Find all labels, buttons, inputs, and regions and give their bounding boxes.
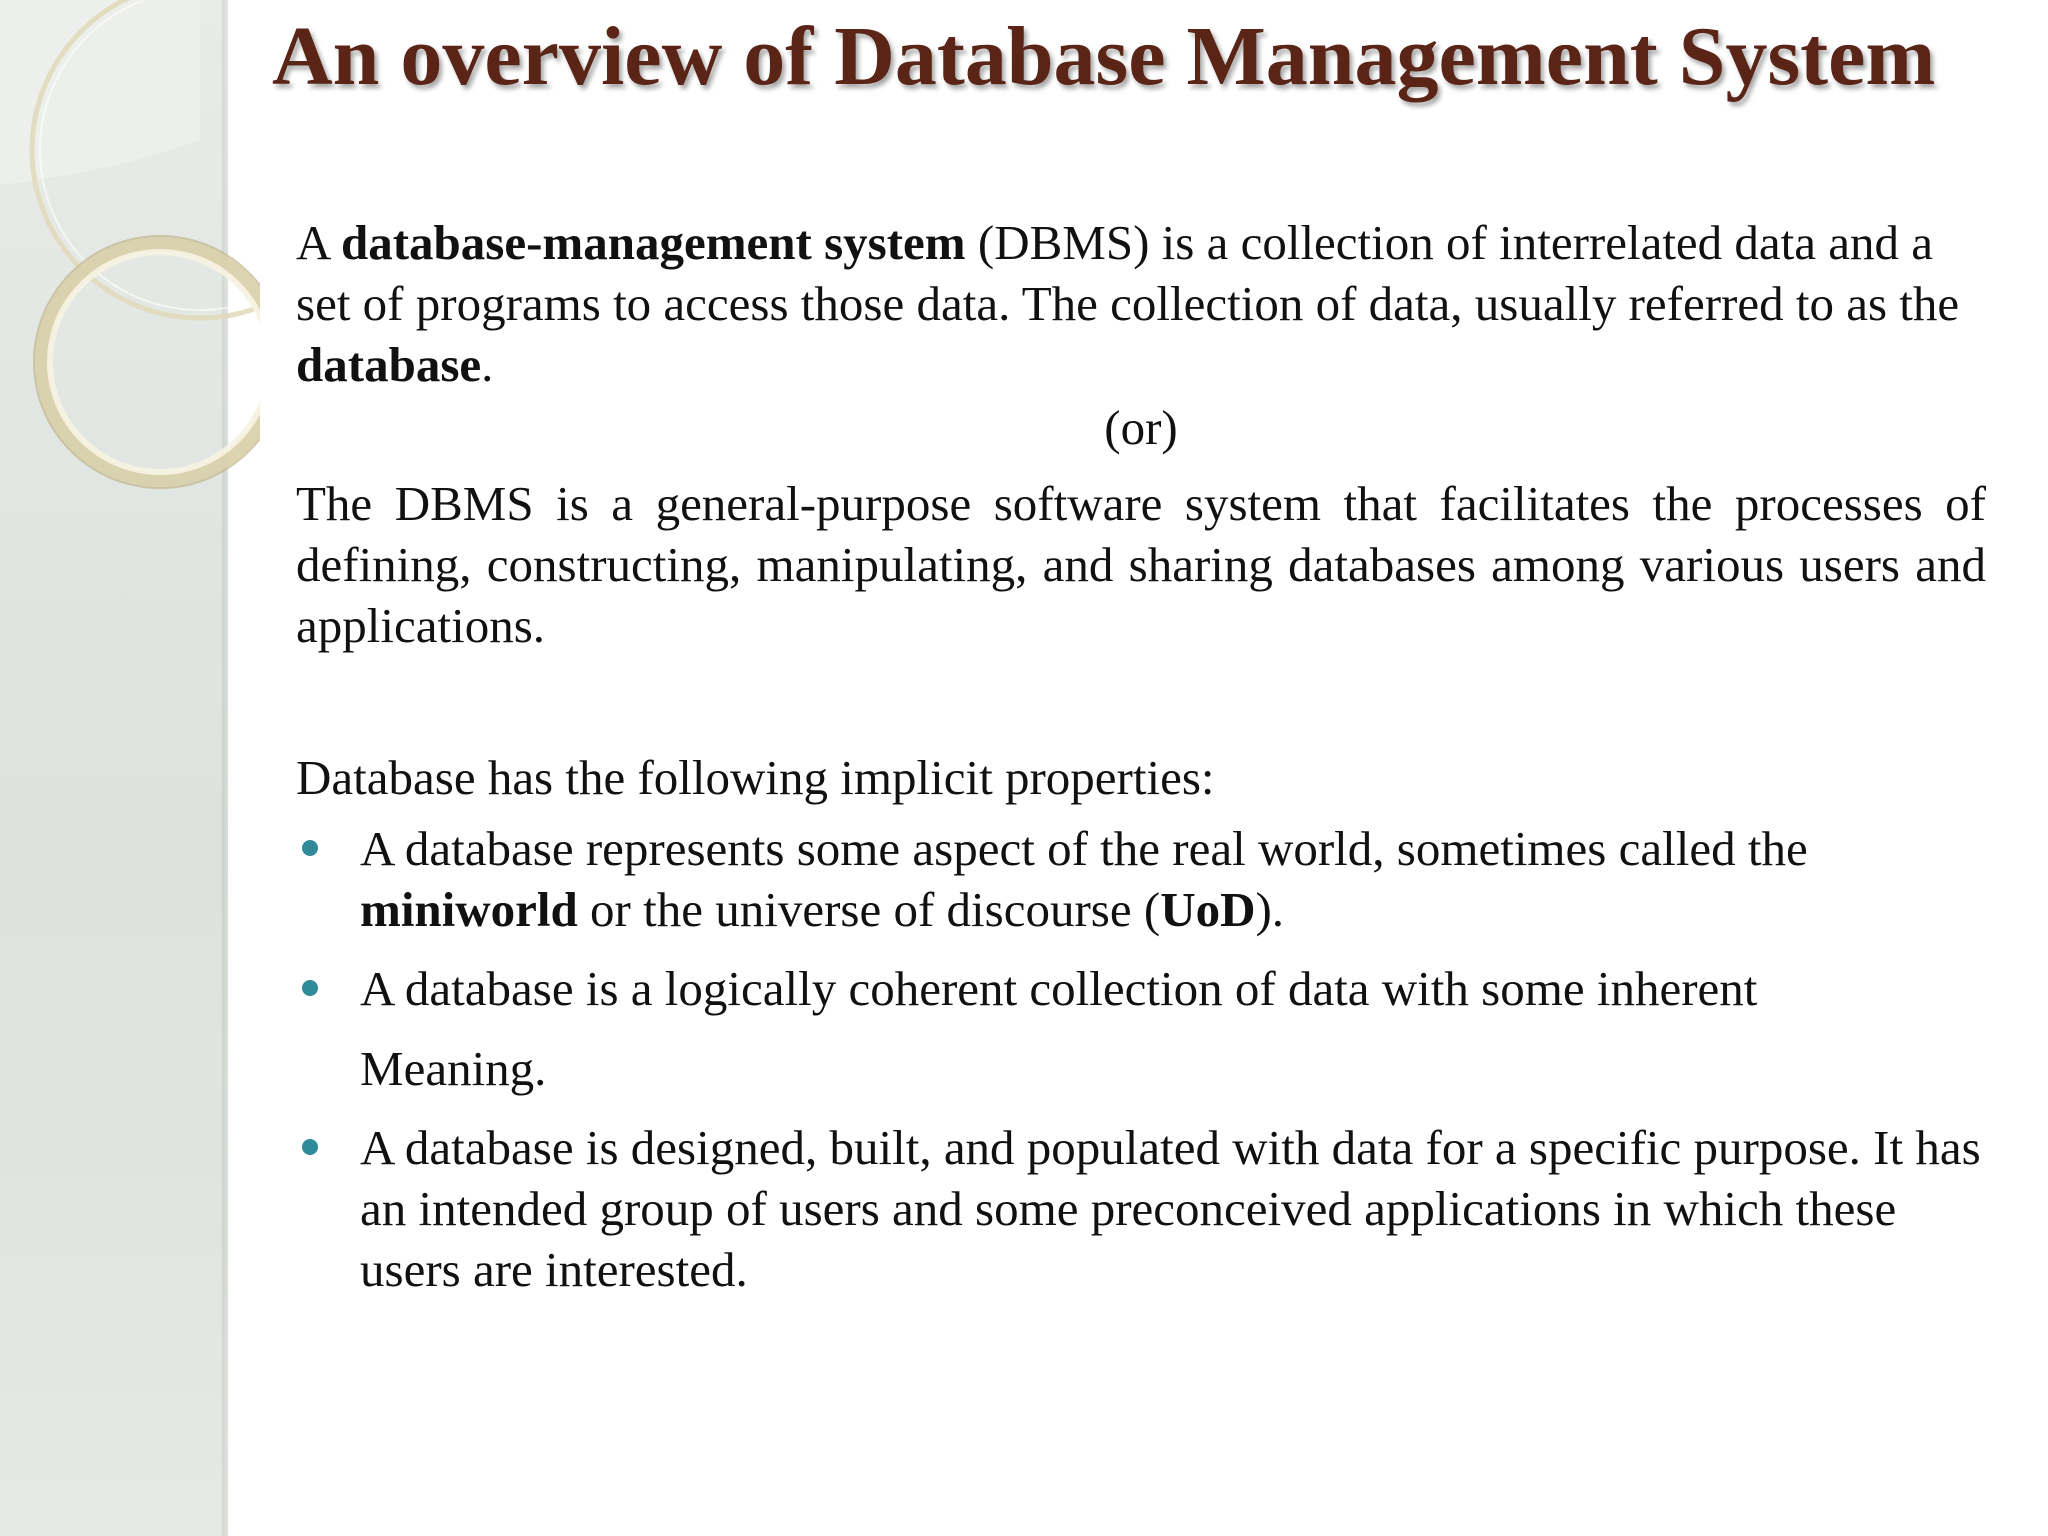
bullet-continuation: Meaning.	[360, 1041, 547, 1096]
definition-body: (DBMS) is a collection of interrelated data and a set of programs to access those data. The collection of data, usually referred to as the	[296, 215, 1960, 331]
properties-intro: Database has the following implicit properties:	[296, 750, 1215, 805]
bullet-text: A database is designed, built, and populated with data for a specific purpose. It has an intended group of users and some preconceived applications in which these users are interested.	[360, 1120, 1981, 1297]
or-separator: (or)	[1104, 400, 1178, 455]
definition-prefix: A	[296, 215, 341, 270]
bullet-icon	[302, 980, 318, 996]
dbms-definition	[296, 212, 1986, 395]
bullet-icon	[302, 840, 318, 856]
bullet-bold-miniworld: miniworld	[360, 882, 578, 937]
bullet-icon	[302, 1139, 318, 1155]
definition-suffix: .	[481, 337, 494, 392]
decorative-rings	[0, 0, 260, 520]
list-item	[296, 958, 1986, 1099]
definition-term-database: database	[296, 337, 482, 392]
properties-list	[296, 818, 1986, 1300]
bullet-text: ).	[1255, 882, 1285, 937]
bullet-text: A database is a logically coherent collection of data with some inherent	[360, 961, 1758, 1016]
dbms-definition-alternate: The DBMS is a general-purpose software system that facilitates the processes of defining, constructing, manipulating, and sharing databases among various users and applications.	[296, 476, 1986, 653]
bullet-text: A database represents some aspect of the real world, sometimes called the	[360, 821, 1808, 876]
list-item	[296, 818, 1986, 940]
slide-title: An overview of Database Management System	[272, 10, 1936, 103]
definition-term: database-management system	[340, 215, 966, 270]
list-item	[296, 1117, 1986, 1300]
bullet-text: or the universe of discourse (	[577, 882, 1161, 937]
bullet-bold-uod: UoD	[1160, 882, 1256, 937]
slide-content	[296, 212, 1986, 1318]
